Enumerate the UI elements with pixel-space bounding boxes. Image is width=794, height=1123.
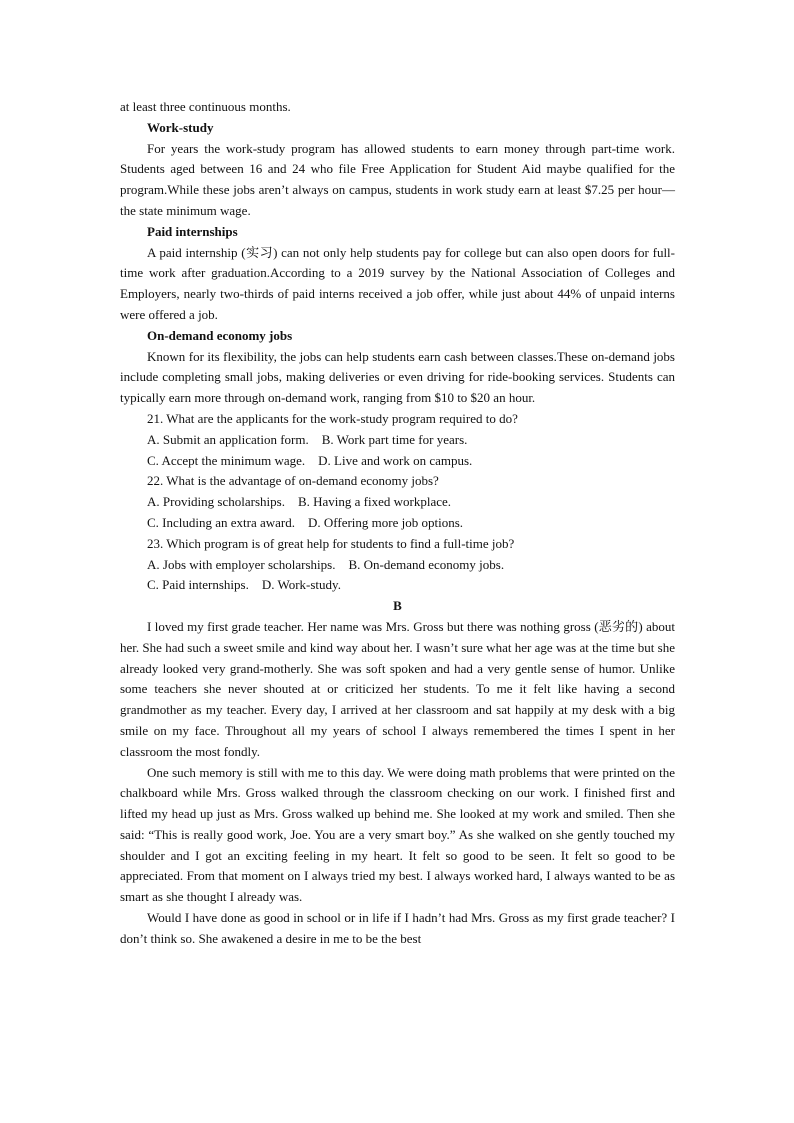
paid-internships-heading: Paid internships: [147, 223, 238, 239]
work-study-heading: Work-study: [147, 119, 214, 135]
question-23-stem: 23. Which program is of great help for students to find a full-time job?: [147, 535, 515, 551]
document-page: [120, 97, 675, 950]
intro-tail: at least three continuous months.: [120, 99, 291, 114]
section-b-label: B: [393, 598, 402, 614]
on-demand-paragraph: Known for its flexibility, the jobs can help students earn cash between classes.These on-demand jobs include completing small jobs, making deliveries or even driving for ride-booking services. Students can typically earn more through on-demand work, ranging from $10 to $20 an hour.: [120, 348, 675, 406]
question-21-stem: 21. What are the applicants for the work-study program required to do?: [147, 410, 518, 426]
story-paragraph-1: I loved my first grade teacher. Her name was Mrs. Gross but there was nothing gross (恶劣的) about her. She had such a sweet smile and kind way about her. I wasn’t sure what her age was at the time but she already looked very grand-motherly. She was soft spoken and had a very gentle sense of humor. Unlike some teachers she never shouted at or criticized her students. To me it felt like having a second grandmother as my teacher. Every day, I arrived at her classroom and sat happily at my desk with a big smile on my face. Throughout all my years of school I always remembered the times I spent in her classroom the most fondly.: [120, 618, 675, 759]
question-21-options-ab: A. Submit an application form. B. Work part time for years.: [147, 431, 468, 447]
story-paragraph-2: One such memory is still with me to this day. We were doing math problems that were printed on the chalkboard while Mrs. Gross walked through the classroom checking on our work. I finished first and lifted my head up just as Mrs. Gross walked up behind me. She looked at my work and smiled. Then she said: “This is really good work, Joe. You are a very smart boy.” As she walked on she gently touched my shoulder and I got an exciting feeling in my heart. It felt so good to be seen. It felt so good to be appreciated. From that moment on I always tried my best. I always worked hard, I always wanted to be as smart as she thought I already was.: [120, 764, 675, 905]
question-23-options-cd: C. Paid internships. D. Work-study.: [147, 577, 341, 593]
story-paragraph-3: Would I have done as good in school or in life if I hadn’t had Mrs. Gross as my first grade teacher? I don’t think so. She awakened a desire in me to be the best: [120, 910, 675, 946]
work-study-paragraph: For years the work-study program has allowed students to earn money through part-time work. Students aged between 16 and 24 who file Free Application for Student Aid maybe qualified for the program.While these jobs aren’t always on campus, students in work study earn at least $7.25 per hour—the state minimum wage.: [120, 140, 675, 218]
question-23-options-ab: A. Jobs with employer scholarships. B. On-demand economy jobs.: [147, 556, 505, 572]
question-22-options-cd: C. Including an extra award. D. Offering more job options.: [147, 514, 464, 530]
question-21-options-cd: C. Accept the minimum wage. D. Live and work on campus.: [147, 452, 473, 468]
question-22-stem: 22. What is the advantage of on-demand economy jobs?: [147, 473, 439, 489]
question-22-options-ab: A. Providing scholarships. B. Having a fixed workplace.: [147, 494, 452, 510]
on-demand-heading: On-demand economy jobs: [147, 327, 293, 343]
paid-internships-paragraph: A paid internship (实习) can not only help students pay for college but can also open doors for full-time work after graduation.According to a 2019 survey by the National Association of Colleges and Employers, nearly two-thirds of paid interns received a job offer, while just about 44% of unpaid interns were offered a job.: [120, 244, 675, 322]
